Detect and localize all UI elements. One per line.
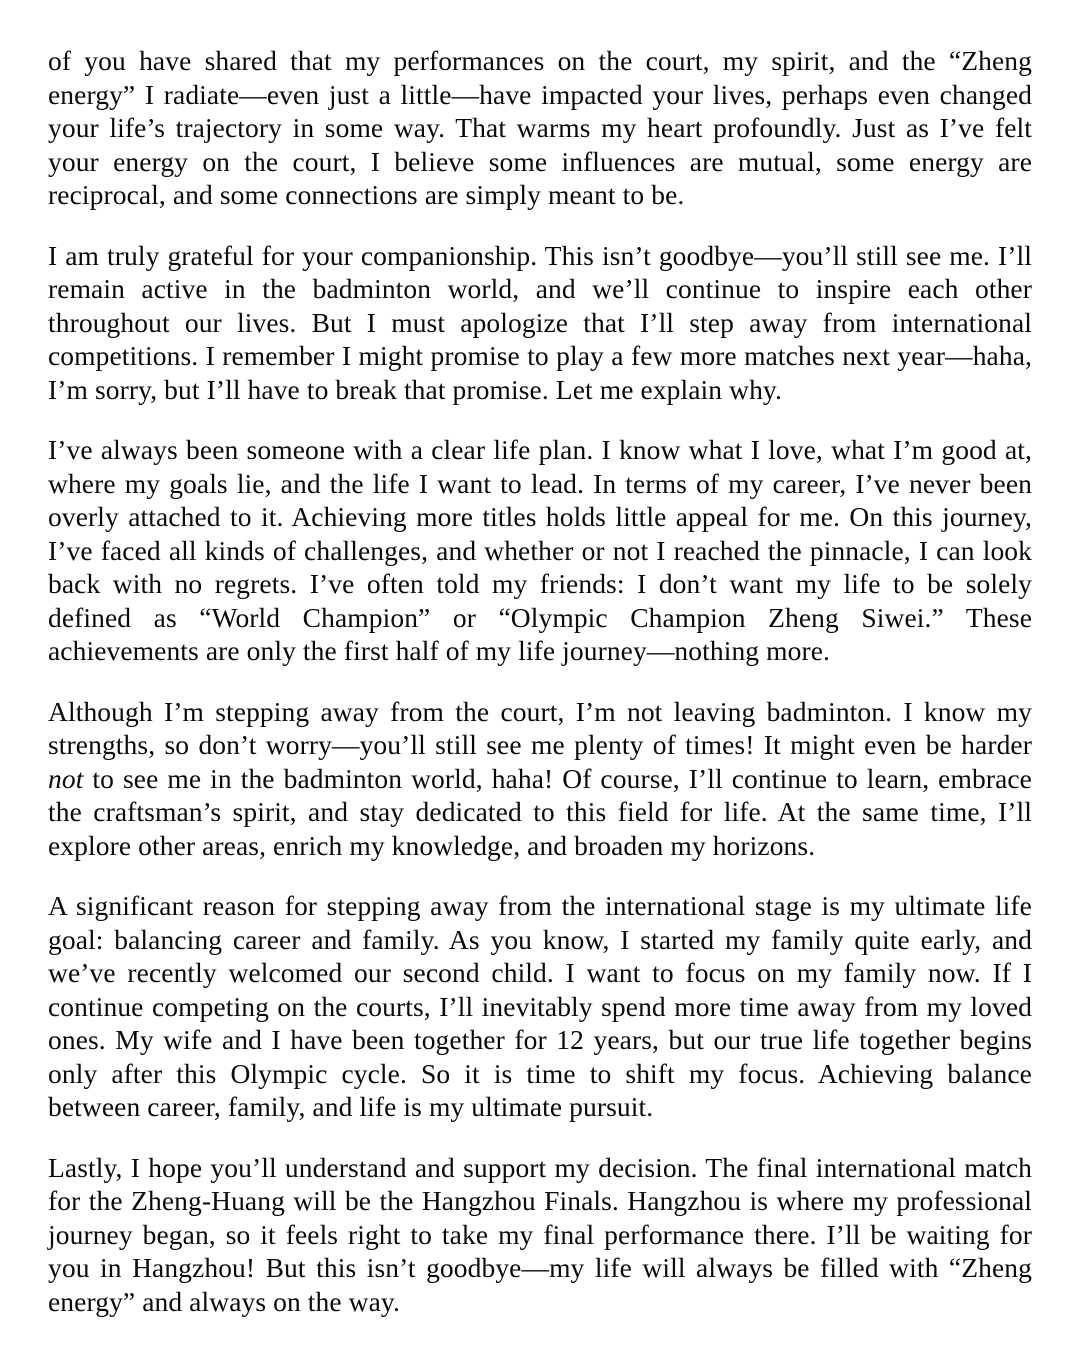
paragraph-6: Lastly, I hope you’ll understand and support my decision. The final international match for the Zheng-Huang will be the Hangzhou Finals. Hangzhou is where my professional journey began, so it feels right to take my final performance there. I’ll be waiting for you in Hangzhou! But this isn’t goodbye—my life will always be filled with “Zheng energy” and always on the way. — [48, 1151, 1032, 1317]
paragraph-2: I am truly grateful for your companionship. This isn’t goodbye—you’ll still see me. I’ll remain active in the badminton world, and we’ll continue to inspire each other throughout our lives. But I must apologize that I’ll step away from international competitions. I remember I might promise to play a few more matches next year—haha, I’m sorry, but I’ll have to break that promise. Let me explain why. — [48, 239, 1032, 405]
paragraph-3: I’ve always been someone with a clear life plan. I know what I love, what I’m good at, where my goals lie, and the life I want to lead. In terms of my career, I’ve never been overly attached to it. Achieving more titles holds little appeal for me. On this journey, I’ve faced all kinds of challenges, and whether or not I reached the pinnacle, I can look back with no regrets. I’ve often told my friends: I don’t want my life to be solely defined as “World Champion” or “Olympic Champion Zheng Siwei.” These achievements are only the first half of my life journey—nothing more. — [48, 434, 1032, 666]
paragraph-4 — [48, 695, 1032, 863]
paragraph-1: of you have shared that my performances on the court, my spirit, and the “Zheng energy” I radiate—even just a little—have impacted your lives, perhaps even changed your life’s trajectory in some way. That warms my heart profoundly. Just as I’ve felt your energy on the court, I believe some influences are mutual, some energy are reciprocal, and some connections are simply meant to be. — [48, 45, 1032, 210]
paragraph-5: A significant reason for stepping away from the international stage is my ultimate life goal: balancing career and family. As you know, I started my family quite early, and we’ve recently welcomed our second child. I want to focus on my family now. If I continue competing on the courts, I’ll inevitably spend more time away from my loved ones. My wife and I have been together for 12 years, but our true life together begins only after this Olympic cycle. So it is time to shift my focus. Achieving balance between career, family, and life is my ultimate pursuit. — [48, 890, 1032, 1122]
paragraph-4-lead: Although I’m stepping away from the court, I’m not leaving badminton. I know my strengths, so don’t worry—you’ll still see me plenty of times! It might even be harder — [48, 695, 1032, 760]
paragraph-4-emphasis: not — [48, 762, 84, 794]
document-body — [48, 44, 1032, 1318]
paragraph-4-tail: to see me in the badminton world, haha! Of course, I’ll continue to learn, embrace the craftsman’s spirit, and stay dedicated to this field for life. At the same time, I’ll explore other areas, enrich my knowledge, and broaden my horizons. — [48, 762, 1032, 861]
